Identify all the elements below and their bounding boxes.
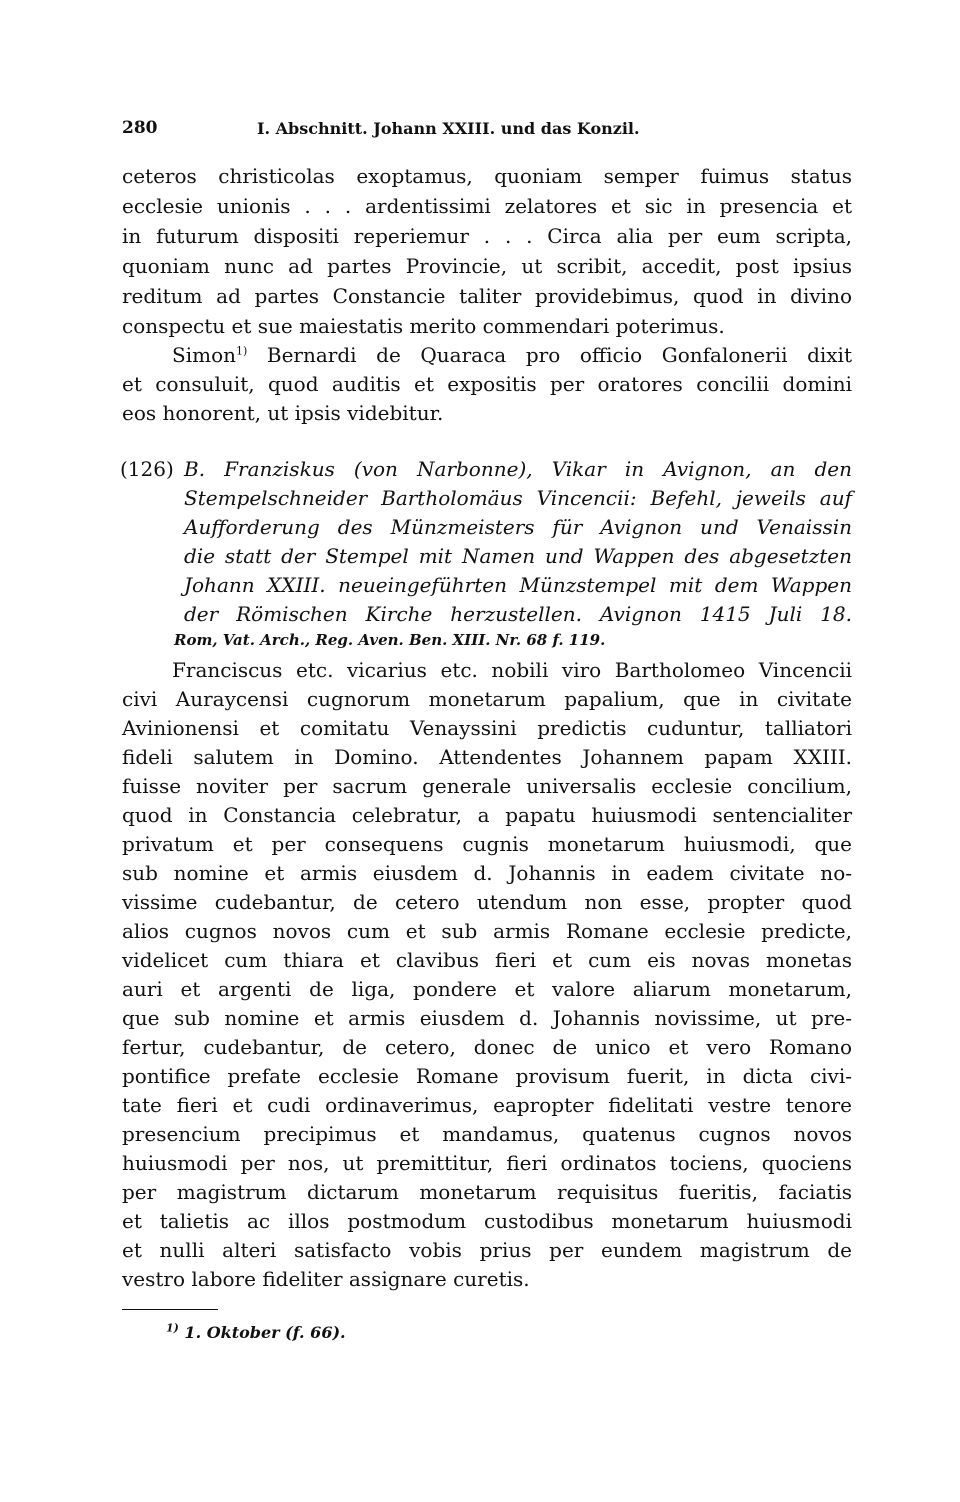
regest-line: die statt der Stempel mit Namen und Wappen des abgesetzten xyxy=(184,544,852,568)
running-title: I. Abschnitt. Johann XXIII. und das Konzil. xyxy=(257,119,640,138)
text-line: civi Auraycensi cugnorum monetarum papalium, que in civitate xyxy=(122,687,852,711)
page-number: 280 xyxy=(122,118,158,138)
footnote-mark: 1) xyxy=(166,1321,179,1335)
footnote-divider xyxy=(122,1309,218,1310)
text-line: sub nomine et armis eiusdem d. Johannis in eadem civitate no- xyxy=(122,861,852,885)
text-line: eos honorent, ut ipsis videbitur. xyxy=(122,401,444,425)
text-line: auri et argenti de liga, pondere et valore aliarum monetarum, xyxy=(122,977,852,1001)
text-line: videlicet cum thiara et clavibus fieri et cum eis novas monetas xyxy=(122,948,852,972)
text-line: fideli salutem in Domino. Attendentes Johannem papam XXIII. xyxy=(122,745,852,769)
archival-source: Rom, Vat. Arch., Reg. Aven. Ben. XIII. Nr. 68 f. 119. xyxy=(174,631,606,649)
text-line: pontifice prefate ecclesie Romane provisum fuerit, in dicta civi- xyxy=(122,1064,852,1088)
text-line: quoniam nunc ad partes Provincie, ut scribit, accedit, post ipsius xyxy=(122,254,852,278)
text-line: huiusmodi per nos, ut premittitur, fieri ordinatos tociens, quociens xyxy=(122,1151,852,1175)
text-line: quod in Constancia celebratur, a papatu huiusmodi sentencialiter xyxy=(122,803,852,827)
regest-line: B. Franziskus (von Narbonne), Vikar in Avignon, an den xyxy=(184,457,852,481)
text-line: in futurum dispositi reperiemur . . . Circa alia per eum scripta, xyxy=(122,224,852,248)
text-line: conspectu et sue maiestatis merito commendari poterimus. xyxy=(122,314,725,338)
simon-name: Simon xyxy=(172,343,236,367)
text-line: et consuluit, quod auditis et expositis per oratores concilii domini xyxy=(122,372,852,396)
document-number: (126) xyxy=(120,457,174,481)
text-line: Franciscus etc. vicarius etc. nobili viro Bartholomeo Vincencii xyxy=(172,658,852,682)
text-span: Bernardi de Quaraca pro officio Gonfalonerii dixit xyxy=(247,343,852,367)
text-line: vissime cudebantur, de cetero utendum non esse, propter quod xyxy=(122,890,852,914)
text-line xyxy=(172,341,852,369)
text-line: per magistrum dictarum monetarum requisitus fueritis, faciatis xyxy=(122,1180,852,1204)
text-line: que sub nomine et armis eiusdem d. Johannis novissime, ut pre- xyxy=(122,1006,852,1030)
text-line: vestro labore fideliter assignare curetis. xyxy=(122,1267,530,1291)
text-line: alios cugnos novos cum et sub armis Romane ecclesie predicte, xyxy=(122,919,852,943)
text-line: et talietis ac illos postmodum custodibus monetarum huiusmodi xyxy=(122,1209,852,1233)
regest-line: Stempelschneider Bartholomäus Vincencii: Befehl, jeweils auf xyxy=(184,486,852,510)
text-line: privatum et per consequens cugnis monetarum huiusmodi, que xyxy=(122,832,852,856)
text-line: fertur, cudebantur, de cetero, donec de unico et vero Romano xyxy=(122,1035,852,1059)
footnote-reference: 1) xyxy=(235,344,248,358)
footnote-text: 1. Oktober (f. 66). xyxy=(178,1323,346,1342)
text-line: ecclesie unionis . . . ardentissimi zelatores et sic in presencia et xyxy=(122,194,852,218)
regest-line: der Römischen Kirche herzustellen. Avignon 1415 Juli 18. xyxy=(184,602,852,626)
regest-line: Johann XXIII. neueingeführten Münzstempel mit dem Wappen xyxy=(184,573,852,597)
text-line: tate fieri et cudi ordinaverimus, eapropter fidelitati vestre tenore xyxy=(122,1093,852,1117)
text-line: et nulli alteri satisfacto vobis prius per eundem magistrum de xyxy=(122,1238,852,1262)
text-line: fuisse noviter per sacrum generale universalis ecclesie concilium, xyxy=(122,774,852,798)
regest-line: Aufforderung des Münzmeisters für Avignon und Venaissin xyxy=(184,515,852,539)
text-line: reditum ad partes Constancie taliter providebimus, quod in divino xyxy=(122,284,852,308)
text-line: Avinionensi et comitatu Venayssini predictis cuduntur, talliatori xyxy=(122,716,852,740)
text-line: presencium precipimus et mandamus, quatenus cugnos novos xyxy=(122,1122,852,1146)
text-line: ceteros christicolas exoptamus, quoniam semper fuimus status xyxy=(122,164,852,188)
footnote xyxy=(166,1322,346,1344)
